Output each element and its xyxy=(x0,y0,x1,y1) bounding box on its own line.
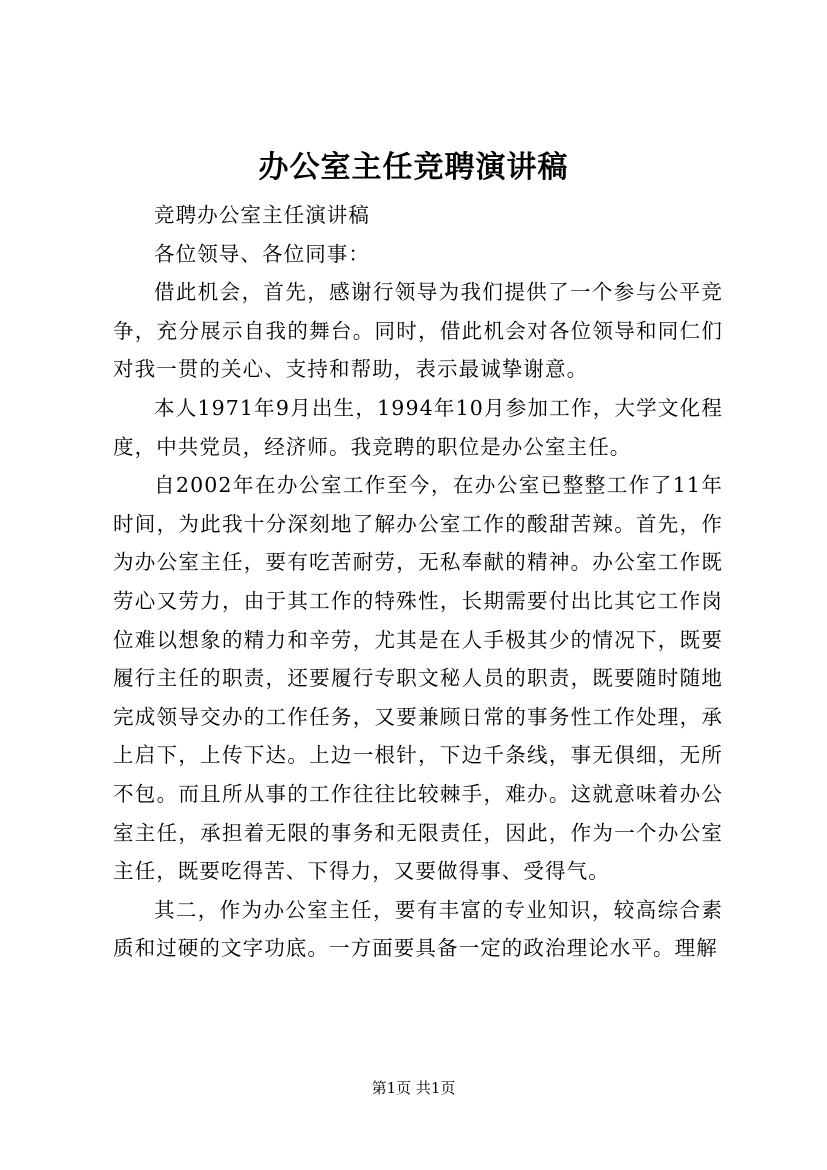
paragraph: 竞聘办公室主任演讲稿 xyxy=(154,203,370,227)
page-footer: 第1页 共1页 xyxy=(371,1079,456,1097)
paragraph: 各位领导、各位同事： xyxy=(154,241,370,266)
document-body xyxy=(113,196,723,968)
document-title: 办公室主任竞聘演讲稿 xyxy=(258,150,569,185)
paragraph: 本人1971年9月出生，1994年10月参加工作，大学文化程度，中共党员，经济师。我竞聘的职位是办公室主任。 xyxy=(113,395,723,459)
paragraph: 借此机会，首先，感谢行领导为我们提供了一个参与公平竞争，充分展示自我的舞台。同时，借此机会对各位领导和同仁们对我一贯的关心、支持和帮助，表示最诚挚谢意。 xyxy=(113,280,723,382)
paragraph: 其二，作为办公室主任，要有丰富的专业知识，较高综合素质和过硬的文字功底。一方面要具备一定的政治理论水平。理解 xyxy=(113,897,723,961)
paragraph: 自2002年在办公室工作至今，在办公室已整整工作了11年时间，为此我十分深刻地了解办公室工作的酸甜苦辣。首先，作为办公室主任，要有吃苦耐劳，无私奉献的精神。办公室工作既劳心又劳力，由于其工作的特殊性，长期需要付出比其它工作岗位难以想象的精力和辛劳，尤其是在人手极其少的情况下，既要履行主任的职责，还要履行专职文秘人员的职责，既要随时随地完成领导交办的工作任务，又要兼顾日常的事务性工作处理，承上启下，上传下达。上边一根针，下边千条线，事无俱细，无所不包。而且所从事的工作往往比较棘手，难办。这就意味着办公室主任，承担着无限的事务和无限责任，因此，作为一个办公室主任，既要吃得苦、下得力，又要做得事、受得气。 xyxy=(113,473,723,884)
